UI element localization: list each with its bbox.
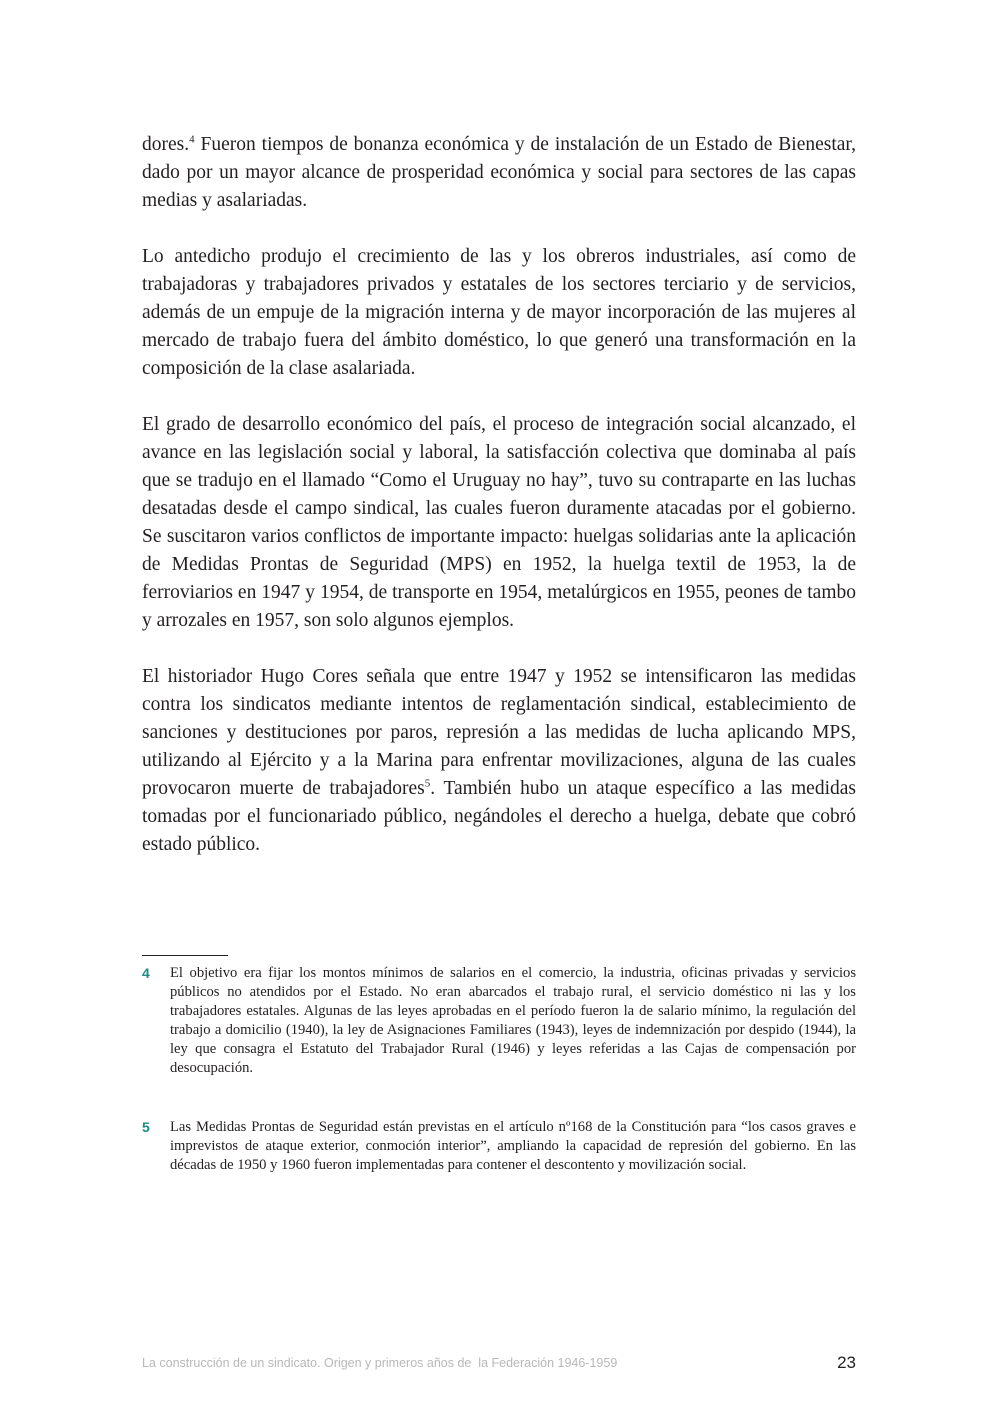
paragraph-4-rest: . También hubo un ataque específico a las medidas tomadas por el funcionariado público, negándoles el derecho a huelga, debate que cobró estado público. (142, 778, 856, 855)
paragraph-4 (142, 663, 856, 859)
footnote-4 (142, 964, 856, 1078)
footnote-number: 5 (142, 1119, 150, 1135)
body-text (142, 131, 856, 887)
paragraph-3: El grado de desarrollo económico del país, el proceso de integración social alcanzado, el avance en las legislación social y laboral, la satisfacción colectiva que dominaba al país que se tradujo en el llamado “Como el Uruguay no hay”, tuvo su contraparte en las luchas desatadas desde el campo sindical, las cuales fueron duramente atacadas por el gobierno. Se suscitaron varios conflictos de importante impacto: huelgas solidarias ante la aplicación de Medidas Prontas de Seguridad (MPS) en 1952, la huelga textil de 1953, la de ferroviarios en 1947 y 1954, de transporte en 1954, metalúrgicos en 1955, peones de tambo y arrozales en 1957, son solo algunos ejemplos. (142, 414, 856, 631)
paragraph-1 (142, 131, 856, 215)
paragraph-1-start: dores. (142, 134, 190, 155)
footnote-5 (142, 1118, 856, 1175)
footnote-text: Las Medidas Prontas de Seguridad están previstas en el artículo nº168 de la Constitución para “los casos graves e imprevistos de ataque exterior, conmoción interior”, ampliando la capacidad de represión del gobierno. En las décadas de 1950 y 1960 fueron implementadas para contener el descontento y movilización social. (170, 1119, 856, 1173)
page-number: 23 (837, 1353, 856, 1372)
footnote-divider (142, 955, 228, 956)
footnote-ref-4[interactable]: 4 (189, 133, 195, 146)
footer-book-title: La construcción de un sindicato. Origen y primeros años de la Federación 1946-1959 (142, 1356, 618, 1370)
footnote-number: 4 (142, 965, 150, 981)
paragraph-4-start: El historiador Hugo Cores señala que entre 1947 y 1952 se intensificaron las medidas contra los sindicatos mediante intentos de reglamentación sindical, establecimiento de sanciones y destituciones por paros, represión a las medidas de lucha aplicando MPS, utilizando al Ejército y a la Marina para enfrentar movilizaciones, alguna de las cuales provocaron muerte de trabajadores (142, 666, 856, 799)
paragraph-2: Lo antedicho produjo el crecimiento de las y los obreros industriales, así como de trabajadoras y trabajadores privados y estatales de los sectores terciario y de servicios, además de un empuje de la migración interna y de mayor incorporación de las mujeres al mercado de trabajo fuera del ámbito doméstico, lo que generó una transformación en la composición de la clase asalariada. (142, 246, 856, 379)
footnote-ref-5[interactable]: 5 (424, 777, 431, 790)
paragraph-1-rest: Fueron tiempos de bonanza económica y de instalación de un Estado de Bienestar, dado por un mayor alcance de prosperidad económica y social para sectores de las capas medias y asalariadas. (142, 134, 856, 211)
footnote-text: El objetivo era fijar los montos mínimos de salarios en el comercio, la industria, oficinas privadas y servicios públicos no atendidos por el Estado. No eran abarcados el trabajo rural, el servicio doméstico ni las y los trabajadores estatales. Algunas de las leyes aprobadas en el período fueron la de salario mínimo, la regulación del trabajo a domicilio (1940), la ley de Asignaciones Familiares (1943), leyes de indemnización por despido (1944), la ley que consagra el Estatuto del Trabajador Rural (1946) y leyes referidas a las Cajas de compensación por desocupación. (170, 965, 856, 1076)
